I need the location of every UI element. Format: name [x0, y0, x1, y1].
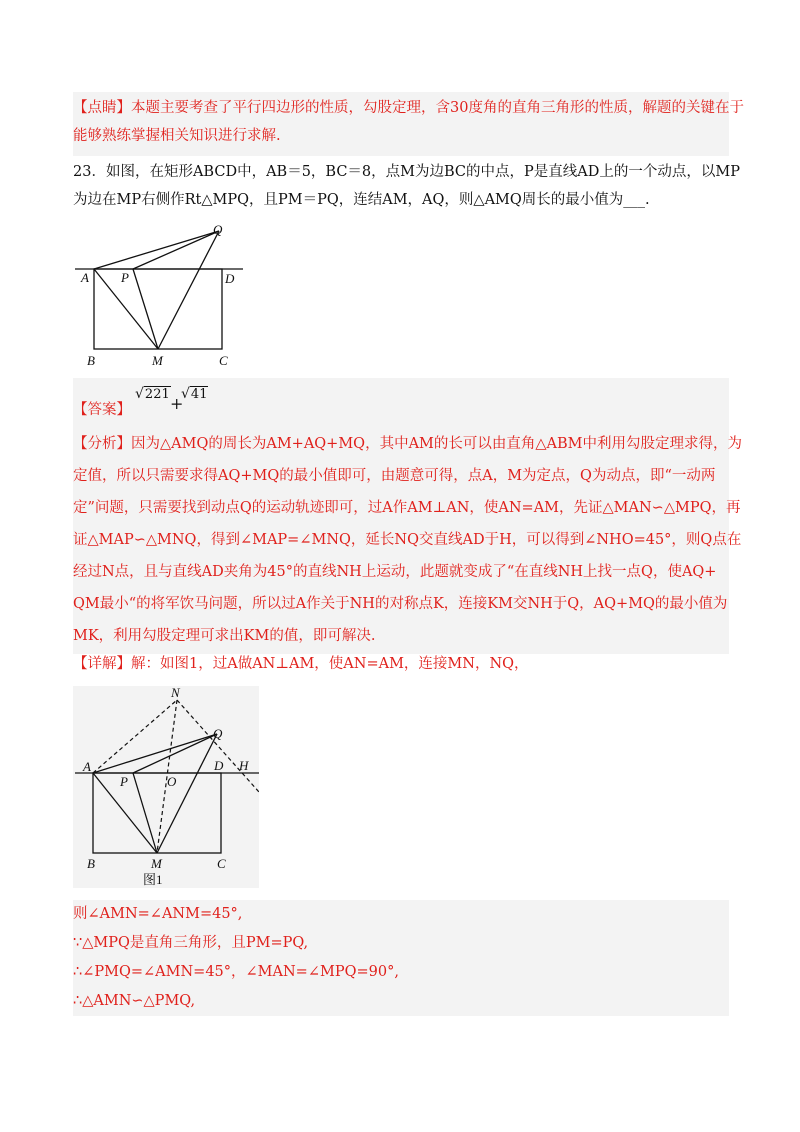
analysis-line-7: MK，利用勾股定理可求出KM的值，即可解决. — [73, 628, 376, 644]
fig-label-a: A — [81, 270, 89, 285]
fig-label-p: P — [121, 270, 129, 285]
detail-line-1: 【详解】解：如图1，过A做AN⊥AM，使AN=AM，连接MN，NQ， — [73, 656, 529, 672]
fig-label-q: Q — [213, 222, 223, 237]
sqrt-icon: √ — [181, 386, 190, 402]
detail-step-4: ∴△AMN∽△PMQ, — [73, 993, 196, 1009]
answer-radicand-2: 41 — [190, 387, 208, 402]
fig-label-b: B — [87, 353, 95, 368]
problem-line-2: 为边在MP右侧作Rt△MPQ，且PM＝PQ，连结AM，AQ，则△AMQ周长的最小值为___. — [73, 192, 650, 208]
problem-figure — [73, 222, 253, 372]
review-line-2: 能够熟练掌握相关知识进行求解. — [73, 128, 281, 144]
fig1-label-c: C — [217, 856, 226, 871]
problem-statement — [73, 158, 740, 214]
problem-line-1: 23．如图，在矩形ABCD中，AB＝5，BC＝8，点M为边BC的中点，P是直线AD上的一个动点，以MP — [73, 164, 740, 180]
sqrt-icon: √ — [135, 386, 144, 402]
answer-plus: + — [170, 394, 184, 413]
fig1-label-p: P — [120, 774, 128, 789]
answer-radical-1 — [135, 386, 171, 402]
detail-heading — [73, 650, 729, 678]
fig1-label-q: Q — [213, 726, 223, 741]
fig1-label-h: H — [239, 758, 249, 773]
fig-label-c: C — [219, 353, 228, 368]
fig1-label-a: A — [83, 759, 91, 774]
figure-1 — [73, 686, 259, 888]
analysis-line-4: 证△MAP∽△MNQ，得到∠MAP=∠MNQ，延长NQ交直线AD于H，可以得到∠NHO=45°，则Q点在 — [73, 532, 742, 548]
answer-row — [73, 386, 729, 420]
detail-step-3: ∴∠PMQ=∠AMN=45°，∠MAN=∠MPQ=90°, — [73, 964, 399, 980]
detail-steps — [73, 900, 729, 1016]
detail-step-1: 则∠AMN=∠ANM=45°, — [73, 906, 243, 922]
answer-radical-2 — [181, 386, 208, 402]
answer-radicand-1: 221 — [144, 387, 170, 402]
answer-label: 【答案】 — [73, 402, 131, 418]
detail-step-2: ∵△MPQ是直角三角形，且PM=PQ, — [73, 935, 309, 951]
review-line-1: 【点睛】本题主要考查了平行四边形的性质，勾股定理，含30度角的直角三角形的性质，解题的关键在于 — [73, 100, 744, 116]
analysis-line-3: 定”问题，只需要找到动点Q的运动轨迹即可，过A作AM⊥AN，使AN=AM，先证△MAN∽△MPQ，再 — [73, 500, 741, 516]
analysis-line-5: 经过N点，且与直线AD夹角为45°的直线NH上运动，此题就变成了“在直线NH上找一点Q，使AQ+ — [73, 564, 717, 580]
analysis-line-2: 定值，所以只需要求得AQ+MQ的最小值即可，由题意可得，点A，M为定点，Q为动点，即“一动两 — [73, 468, 716, 484]
fig-label-m: M — [152, 353, 163, 368]
fig1-label-o: O — [167, 774, 177, 789]
analysis-line-1: 【分析】因为△AMQ的周长为AM+AQ+MQ，其中AM的长可以由直角△ABM中利用勾股定理求得，为 — [73, 436, 743, 452]
fig-label-d: D — [225, 271, 235, 286]
fig1-label-b: B — [87, 856, 95, 871]
fig1-caption: 图1 — [143, 872, 163, 887]
fig1-label-d: D — [214, 758, 224, 773]
analysis-paragraph — [73, 428, 743, 652]
analysis-line-6: QM最小“的将军饮马问题，所以过A作关于NH的对称点K，连接KM交NH于Q，AQ+MQ的最小值为 — [73, 596, 728, 612]
fig1-label-m: M — [151, 856, 162, 871]
fig1-label-n: N — [171, 686, 180, 700]
review-block — [73, 92, 744, 156]
